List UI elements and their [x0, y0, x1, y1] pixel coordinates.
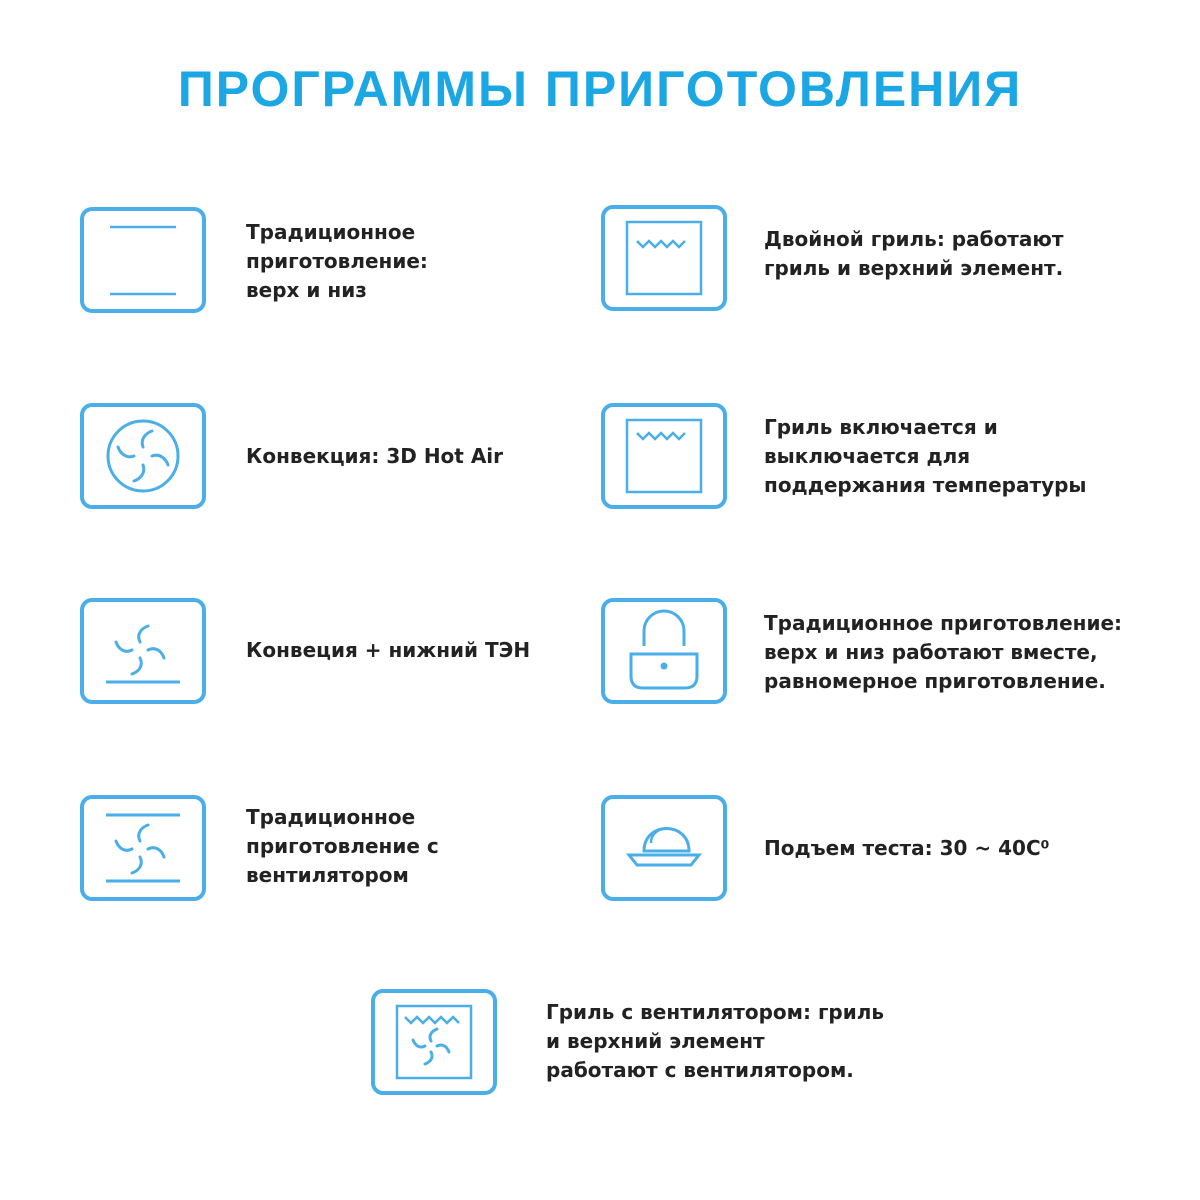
bottom-heat-pot-icon: [601, 598, 727, 704]
program-label: Традиционное приготовление с вентилятором: [246, 805, 439, 887]
program-label: Двойной гриль: работают гриль и верхний элемент.: [764, 227, 1064, 280]
dough-proofing-icon: [601, 795, 727, 901]
program-label: Подъем теста: 30 ~ 40C⁰: [764, 836, 1050, 860]
fan-grill-icon: [371, 989, 497, 1095]
program-label: Традиционное приготовление: верх и низ: [246, 220, 428, 302]
program-label: Конвекция: 3D Hot Air: [246, 444, 504, 468]
program-label: Традиционное приготовление: верх и низ работают вместе, равномерное приготовление.: [764, 611, 1123, 693]
grill-cycling-icon: [601, 403, 727, 509]
page-title: ПРОГРАММЫ ПРИГОТОВЛЕНИЯ: [177, 61, 1023, 117]
fan-top-bottom-heat-icon: [80, 795, 206, 901]
program-label: Гриль включается и выключается для поддержания температуры: [764, 415, 1087, 497]
convection-fan-icon: [80, 403, 206, 509]
top-bottom-heat-icon: [80, 207, 206, 313]
fan-bottom-heat-icon: [80, 598, 206, 704]
program-label: Конвеция + нижний ТЭН: [246, 638, 531, 662]
program-label: Гриль с вентилятором: гриль и верхний элемент работают с вентилятором.: [546, 1000, 885, 1082]
double-grill-icon: [601, 205, 727, 311]
